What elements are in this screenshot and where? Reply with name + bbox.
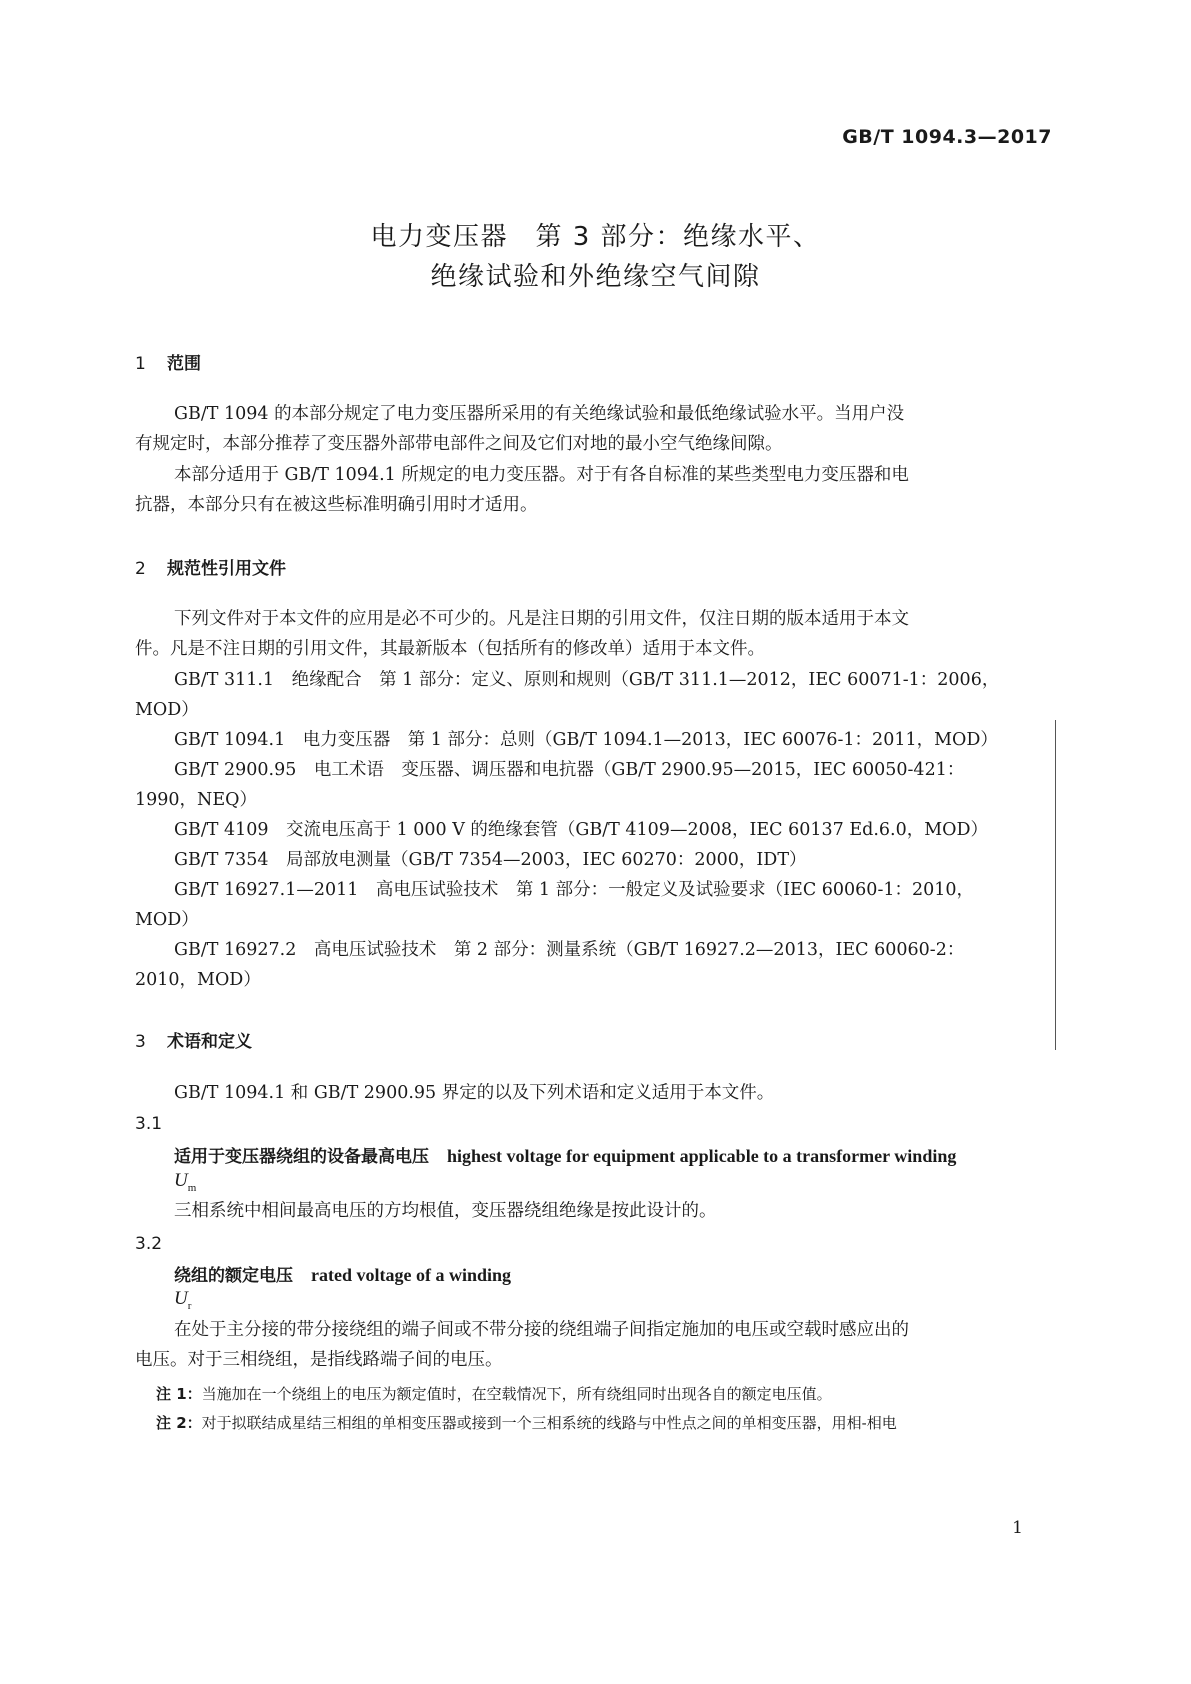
clause-3-2-number: 3.2	[135, 1234, 163, 1254]
reference-item: GB/T 7354 局部放电测量（GB/T 7354—2003，IEC 60270：2000，IDT）	[174, 850, 807, 870]
term-3-2: 绕组的额定电压 rated voltage of a winding	[174, 1265, 511, 1286]
section-1-para2-line2: 抗器，本部分只有在被这些标准明确引用时才适用。	[135, 495, 538, 515]
document-title-line1: 电力变压器 第 3 部分：绝缘水平、	[370, 222, 821, 252]
note-1: 注 1：当施加在一个绕组上的电压为额定值时，在空载情况下，所有绕组同时出现各自的额定电压值。	[156, 1385, 832, 1403]
reference-item: GB/T 16927.2 高电压试验技术 第 2 部分：测量系统（GB/T 16927.2—2013，IEC 60060-2：	[174, 940, 965, 960]
section-3-intro: GB/T 1094.1 和 GB/T 2900.95 界定的以及下列术语和定义适用于本文件。	[174, 1083, 775, 1103]
section-1-para1-line1: GB/T 1094 的本部分规定了电力变压器所采用的有关绝缘试验和最低绝缘试验水平。当用户没	[174, 404, 905, 424]
reference-item: GB/T 16927.1—2011 高电压试验技术 第 1 部分：一般定义及试验要求（IEC 60060-1：2010，	[174, 880, 975, 900]
section-1-para1-line2: 有规定时，本部分推荐了变压器外部带电部件之间及它们对地的最小空气绝缘间隙。	[135, 434, 783, 454]
reference-item: GB/T 2900.95 电工术语 变压器、调压器和电抗器（GB/T 2900.95—2015，IEC 60050-421：	[174, 760, 965, 780]
symbol-3-2: $U_r$	[174, 1288, 192, 1312]
term-3-1: 适用于变压器绕组的设备最高电压 highest voltage for equipment applicable to a transformer winding	[174, 1146, 957, 1167]
reference-item-cont: 2010，MOD）	[135, 970, 261, 990]
reference-item-cont: MOD）	[135, 700, 199, 720]
section-2-heading: 2 规范性引用文件	[135, 559, 286, 579]
page-number: 1	[1012, 1518, 1023, 1538]
section-2-intro-line1: 下列文件对于本文件的应用是必不可少的。凡是注日期的引用文件，仅注日期的版本适用于本文	[174, 609, 909, 629]
reference-item-cont: 1990，NEQ）	[135, 790, 257, 810]
section-1-heading: 1 范围	[135, 354, 201, 374]
section-3-heading: 3 术语和定义	[135, 1032, 252, 1052]
section-2-intro-line2: 件。凡是不注日期的引用文件，其最新版本（包括所有的修改单）适用于本文件。	[135, 639, 765, 659]
definition-3-2-line2: 电压。对于三相绕组，是指线路端子间的电压。	[135, 1350, 503, 1370]
section-1-para2-line1: 本部分适用于 GB/T 1094.1 所规定的电力变压器。对于有各自标准的某些类型电力变压器和电	[174, 465, 909, 485]
symbol-3-1: $U_m$	[174, 1170, 197, 1194]
document-title-line2: 绝缘试验和外绝缘空气间隙	[430, 262, 761, 292]
definition-3-2-line1: 在处于主分接的带分接绕组的端子间或不带分接的绕组端子间指定施加的电压或空载时感应出的	[174, 1320, 909, 1340]
standard-code: GB/T 1094.3—2017	[842, 126, 1052, 148]
reference-item-cont: MOD）	[135, 910, 199, 930]
note-2: 注 2：对于拟联结成星结三相组的单相变压器或接到一个三相系统的线路与中性点之间的单相变压器，用相-相电	[156, 1414, 897, 1432]
clause-3-1-number: 3.1	[135, 1114, 163, 1134]
reference-item: GB/T 4109 交流电压高于 1 000 V 的绝缘套管（GB/T 4109—2008，IEC 60137 Ed.6.0，MOD）	[174, 820, 989, 840]
definition-3-1: 三相系统中相间最高电压的方均根值，变压器绕组绝缘是按此设计的。	[174, 1201, 717, 1221]
reference-item: GB/T 311.1 绝缘配合 第 1 部分：定义、原则和规则（GB/T 311.1—2012，IEC 60071-1：2006，	[174, 670, 1000, 690]
margin-line	[1055, 720, 1056, 1050]
reference-item: GB/T 1094.1 电力变压器 第 1 部分：总则（GB/T 1094.1—2013，IEC 60076-1：2011，MOD）	[174, 730, 998, 750]
